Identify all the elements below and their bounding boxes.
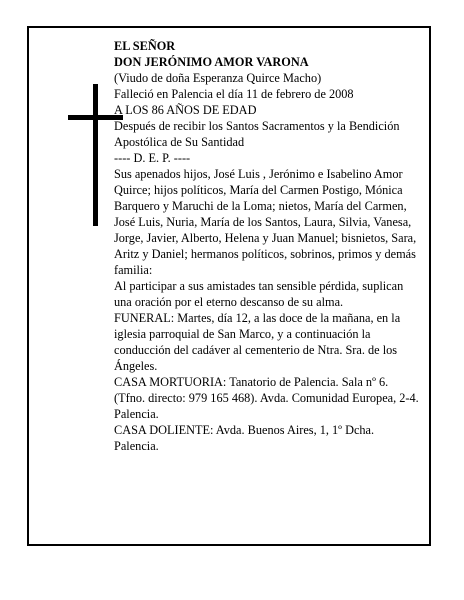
deceased-name: DON JERÓNIMO AMOR VARONA (114, 55, 309, 69)
family-home-paragraph: CASA DOLIENTE: Avda. Buenos Aires, 1, 1º Dcha. Palencia. (114, 423, 375, 453)
funeral-paragraph: FUNERAL: Martes, día 12, a las doce de la mañana, en la iglesia parroquial de San Marco, y a continuación la conducción del cadáver al cementerio de Ntra. Sra. de los Ángeles. (114, 311, 401, 373)
age-line: A LOS 86 AÑOS DE EDAD (114, 103, 257, 117)
obituary-text (114, 38, 420, 454)
widower-note: (Viudo de doña Esperanza Quirce Macho) (114, 71, 322, 85)
request-paragraph: Al participar a sus amistades tan sensible pérdida, suplican una oración por el eterno descanso de su alma. (114, 279, 404, 309)
family-paragraph: Sus apenados hijos, José Luis , Jerónimo e Isabelino Amor Quirce; hijos políticos, María del Carmen Postigo, Mónica Barquero y Maruchi de la Loma; nietos, María del Carmen, José Luis, Nuria, María de los Santos, Laura, Silvia, Vanesa, Jorge, Javier, Alberto, Helena y Juan Manuel; bisnietos, Sara, Aritz y Daniel; hermanos políticos, sobrinos, primos y demás familia: (114, 167, 417, 277)
title-honorific: EL SEÑOR (114, 39, 176, 53)
sacraments-line: Después de recibir los Santos Sacramentos y la Bendición Apostólica de Su Santidad (114, 119, 400, 149)
death-date-line: Falleció en Palencia el día 11 de febrero de 2008 (114, 87, 354, 101)
cross-icon (93, 84, 98, 226)
rip-line: ---- D. E. P. ---- (114, 151, 191, 165)
funeral-home-paragraph: CASA MORTUORIA: Tanatorio de Palencia. Sala nº 6. (Tfno. directo: 979 165 468). Avda. Comunidad Europea, 2-4. Palencia. (114, 375, 419, 421)
